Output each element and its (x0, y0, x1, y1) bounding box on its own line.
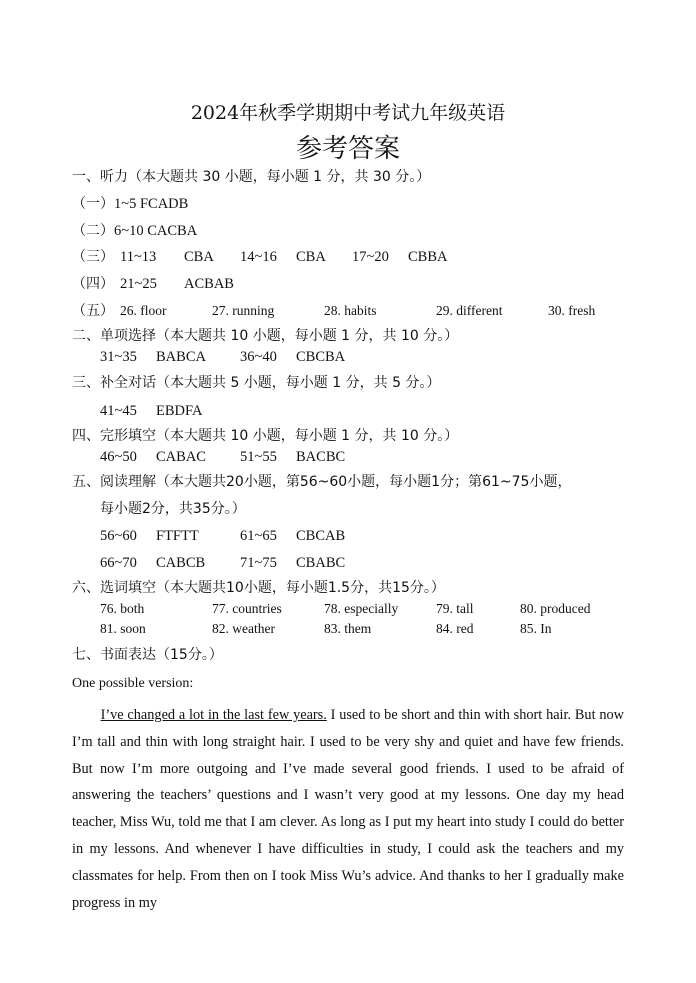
answer-text: 6~10 CACBA (114, 223, 198, 239)
answer-item: 27. running (212, 303, 275, 318)
answer-range: 66~70 (100, 555, 137, 571)
answer-range: 21~25 (120, 276, 157, 292)
answer-item: 26. floor (120, 303, 167, 318)
answer-range: 41~45 (100, 403, 137, 419)
section-6-heading: 六、选词填空（本大题共10小题，每小题1.5分，共15分。） (72, 580, 445, 596)
answer-item: 78. especially (324, 601, 399, 616)
answer-item: 81. soon (100, 621, 146, 636)
answer-item: 77. countries (212, 601, 282, 616)
section-4-heading: 四、完形填空（本大题共 10 小题，每小题 1 分，共 10 分。） (72, 428, 459, 444)
answer-value: CBCAB (296, 528, 346, 544)
answer-item: 83. them (324, 621, 372, 636)
document-subtitle: 参考答案 (295, 134, 400, 164)
section-2-heading: 二、单项选择（本大题共 10 小题，每小题 1 分，共 10 分。） (72, 328, 459, 344)
answer-value: CBA (184, 249, 214, 265)
answer-value: BABCA (156, 349, 206, 365)
part-label: （四） (72, 276, 114, 292)
section-3-heading: 三、补全对话（本大题共 5 小题，每小题 1 分，共 5 分。） (72, 375, 441, 391)
listening-part-5 (72, 302, 114, 320)
answer-item: 79. tall (436, 601, 474, 616)
answer-value: BACBC (296, 449, 346, 465)
answer-item: 85. In (520, 621, 552, 636)
answer-range: 46~50 (100, 449, 137, 465)
answer-value: EBDFA (156, 403, 203, 419)
answer-value: CABCB (156, 555, 206, 571)
answer-range: 51~55 (240, 449, 277, 465)
section-5-heading: 五、阅读理解（本大题共20小题，第56~60小题，每小题1分；第61~75小题， (72, 474, 572, 490)
answer-item: 30. fresh (548, 303, 596, 318)
answer-item: 82. weather (212, 621, 275, 636)
section-5-heading-cont: 每小题2分，共35分。） (100, 501, 246, 517)
section-1-heading: 一、听力（本大题共 30 小题，每小题 1 分，共 30 分。） (72, 169, 431, 185)
answer-item: 84. red (436, 621, 474, 636)
answer-value: FTFTT (156, 528, 199, 544)
answer-range: 17~20 (352, 249, 389, 265)
answer-item: 29. different (436, 303, 503, 318)
answer-text: 1~5 FCADB (114, 196, 189, 212)
answer-item: 80. produced (520, 601, 591, 616)
answer-range: 71~75 (240, 555, 277, 571)
listening-part-4 (72, 275, 114, 293)
answer-value: CBABC (296, 555, 346, 571)
section-7-heading: 七、书面表达（15分。） (72, 647, 223, 663)
listening-part-1 (72, 195, 188, 213)
part-label: （五） (72, 303, 114, 319)
answer-value: CABAC (156, 449, 206, 465)
answer-range: 61~65 (240, 528, 277, 544)
part-label: （三） (72, 249, 114, 265)
document-title: 2024年秋季学期期中考试九年级英语 (190, 102, 506, 124)
answer-value: CBCBA (296, 349, 346, 365)
answer-range: 36~40 (240, 349, 277, 365)
answer-value: ACBAB (184, 276, 234, 292)
answer-range: 56~60 (100, 528, 137, 544)
version-label: One possible version: (72, 676, 194, 691)
answer-item: 28. habits (324, 303, 377, 318)
answer-range: 31~35 (100, 349, 137, 365)
part-label: （一） (72, 196, 114, 212)
answer-item: 76. both (100, 601, 145, 616)
answer-range: 11~13 (120, 249, 157, 265)
answer-range: 14~16 (240, 249, 277, 265)
listening-part-2 (72, 222, 197, 240)
listening-part-3 (72, 248, 114, 266)
answer-value: CBBA (408, 249, 448, 265)
answer-value: CBA (296, 249, 326, 265)
essay-body: I used to be short and thin with short hair. But now I’m tall and thin with long straight hair. I used to be very shy and quiet and have few friends. But now I’m more outgoing and I’ve made several good friends. I used to be afraid of answering the teachers’ questions and I wasn’t very good at my lessons. One day my head teacher, Miss Wu, told me that I am clever. As long as I put my heart into study I could do better in my lessons. And whenever I have difficulties in study, I could ask the teachers and my classmates for help. From then on I took Miss Wu’s advice. And thanks to her I gradually make progress in my (72, 707, 624, 911)
part-label: （二） (72, 223, 114, 239)
essay-topic-sentence: I’ve changed a lot in the last few years. (100, 707, 327, 723)
essay-paragraph (72, 702, 624, 916)
